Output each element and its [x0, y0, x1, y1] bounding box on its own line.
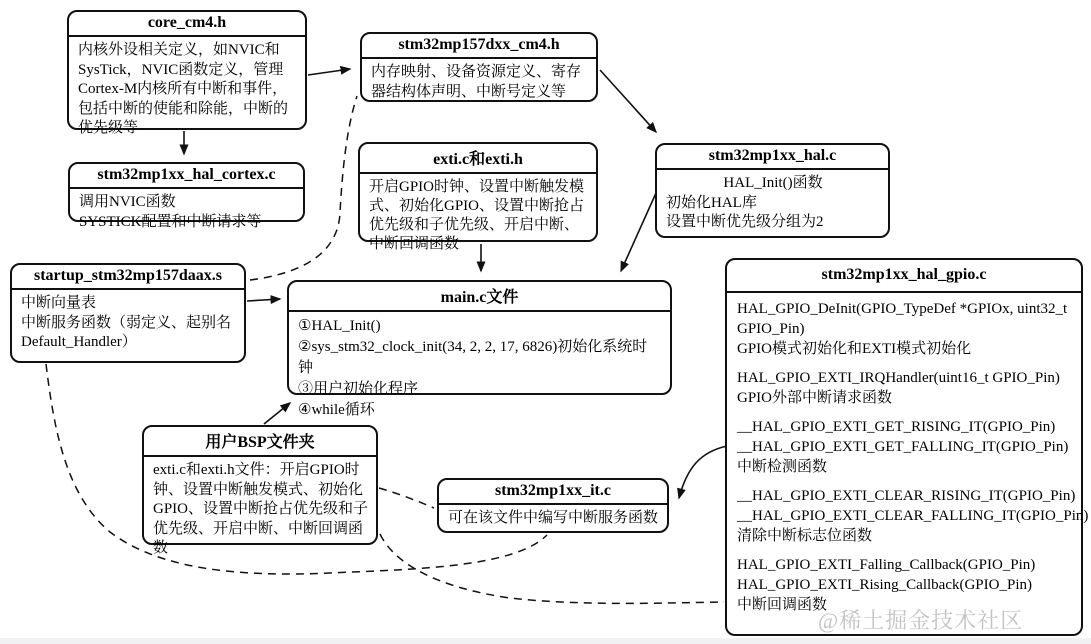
- box-title: core_cm4.h: [69, 12, 305, 37]
- box-title: startup_stm32mp157daax.s: [12, 265, 244, 290]
- function-group: [737, 486, 1089, 546]
- box-stm32mp1xx-it-c: [437, 478, 669, 533]
- box-body: [70, 189, 303, 236]
- arrow-gpio-to-it: [679, 446, 727, 498]
- box-body: [289, 312, 670, 425]
- box-body: 开启GPIO时钟、设置中断触发模式、初始化GPIO、设置中断抢占优先级和子优先级、开启中断、中断回调函数: [369, 179, 585, 252]
- body-line: HAL_GPIO_EXTI_Falling_Callback(GPIO_Pin): [737, 557, 1036, 573]
- body-line: 调用NVIC函数: [79, 194, 176, 210]
- body-line: HAL_GPIO_EXTI_IRQHandler(uint16_t GPIO_Pin): [737, 370, 1060, 386]
- body-line: ②sys_stm32_clock_init(34, 2, 2, 17, 6826)初始化系统时钟: [298, 339, 648, 376]
- body-line: ①HAL_Init(): [298, 318, 381, 334]
- body-line: ④while循环: [298, 402, 375, 418]
- watermark: @稀土掘金技术社区: [818, 608, 1024, 633]
- box-user-bsp-folder: [142, 425, 378, 556]
- body-line: 清除中断标志位函数: [737, 528, 873, 544]
- arrow-startup-to-main: [247, 299, 280, 301]
- body-line: __HAL_GPIO_EXTI_CLEAR_RISING_IT(GPIO_Pin): [737, 488, 1076, 504]
- box-main-c: [287, 280, 672, 418]
- body-line: 设置中断优先级分组为2: [666, 214, 824, 230]
- box-exti-c-h: [358, 142, 598, 252]
- box-title: stm32mp1xx_hal_cortex.c: [70, 164, 303, 189]
- arrow-cm4h-to-hal: [600, 70, 656, 132]
- box-core-cm4-h: [67, 10, 307, 136]
- body-line: HAL_Init()函数: [723, 175, 823, 191]
- body-line: 中断检测函数: [737, 459, 828, 475]
- box-stm32mp1xx-hal-gpio-c: [725, 258, 1089, 636]
- body-line: HAL_GPIO_EXTI_Rising_Callback(GPIO_Pin): [737, 577, 1032, 593]
- box-body: 可在该文件中编写中断服务函数: [448, 510, 659, 526]
- box-startup-stm32mp157daax-s: [10, 263, 246, 363]
- body-line: 中断服务函数（弱定义、起别名 Default_Handler）: [21, 314, 232, 350]
- dashed-bsp-to-gpio: [380, 534, 724, 603]
- body-line: SYSTICK配置和中断请求等: [79, 213, 262, 230]
- body-line: GPIO模式初始化和EXTI模式初始化: [737, 341, 972, 357]
- box-title: exti.c和exti.h: [360, 144, 596, 174]
- function-group: [737, 555, 1073, 615]
- box-body: 内核外设相关定义，如NVIC和SysTick，NVIC函数定义，管理Cortex-M内核所有中断和事件，包括中断的使能和除能，中断的优先级等: [78, 42, 289, 136]
- arrow-core-to-cm4h: [308, 69, 350, 75]
- box-body: [727, 293, 1089, 619]
- box-title: stm32mp1xx_hal.c: [657, 145, 888, 170]
- arrow-bsp-to-main: [264, 403, 290, 424]
- box-body: 内存映射、设备资源定义、寄存器结构体声明、中断号定义等: [371, 64, 582, 100]
- body-line: __HAL_GPIO_EXTI_GET_FALLING_IT(GPIO_Pin): [737, 439, 1069, 455]
- box-title: main.c文件: [289, 282, 670, 312]
- function-group: [737, 417, 1073, 477]
- box-body: [12, 290, 244, 357]
- function-group: [737, 368, 1073, 408]
- box-body: exti.c和exti.h文件：开启GPIO时钟、设置中断触发模式、初始化GPIO、设置中断抢占优先级和子优先级、开启中断、中断回调函数: [153, 462, 369, 556]
- box-stm32mp1xx-hal-cortex-c: [68, 162, 305, 230]
- box-title: 用户BSP文件夹: [144, 427, 376, 457]
- box-body: [657, 170, 888, 237]
- arrow-hal-to-main: [621, 193, 656, 271]
- box-stm32mp1xx-hal-c: [655, 143, 890, 238]
- body-line: __HAL_GPIO_EXTI_CLEAR_FALLING_IT(GPIO_Pin): [737, 508, 1089, 524]
- box-stm32mp157dxx-cm4-h: [360, 32, 598, 102]
- function-group: [737, 299, 1073, 359]
- body-line: 中断向量表: [21, 295, 97, 311]
- body-line: HAL_GPIO_DeInit(GPIO_TypeDef *GPIOx, uint32_t GPIO_Pin): [737, 301, 1068, 337]
- body-line: 初始化HAL库: [666, 194, 757, 211]
- box-title: stm32mp1xx_it.c: [439, 480, 667, 505]
- dashed-bsp-to-it: [379, 488, 434, 508]
- body-line: ③用户初始化程序: [298, 381, 419, 397]
- body-line: GPIO外部中断请求函数: [737, 390, 893, 406]
- box-title: stm32mp1xx_hal_gpio.c: [727, 260, 1081, 293]
- body-line: 中断回调函数: [737, 597, 828, 613]
- body-line: __HAL_GPIO_EXTI_GET_RISING_IT(GPIO_Pin): [737, 419, 1056, 435]
- box-title: stm32mp157dxx_cm4.h: [362, 34, 596, 59]
